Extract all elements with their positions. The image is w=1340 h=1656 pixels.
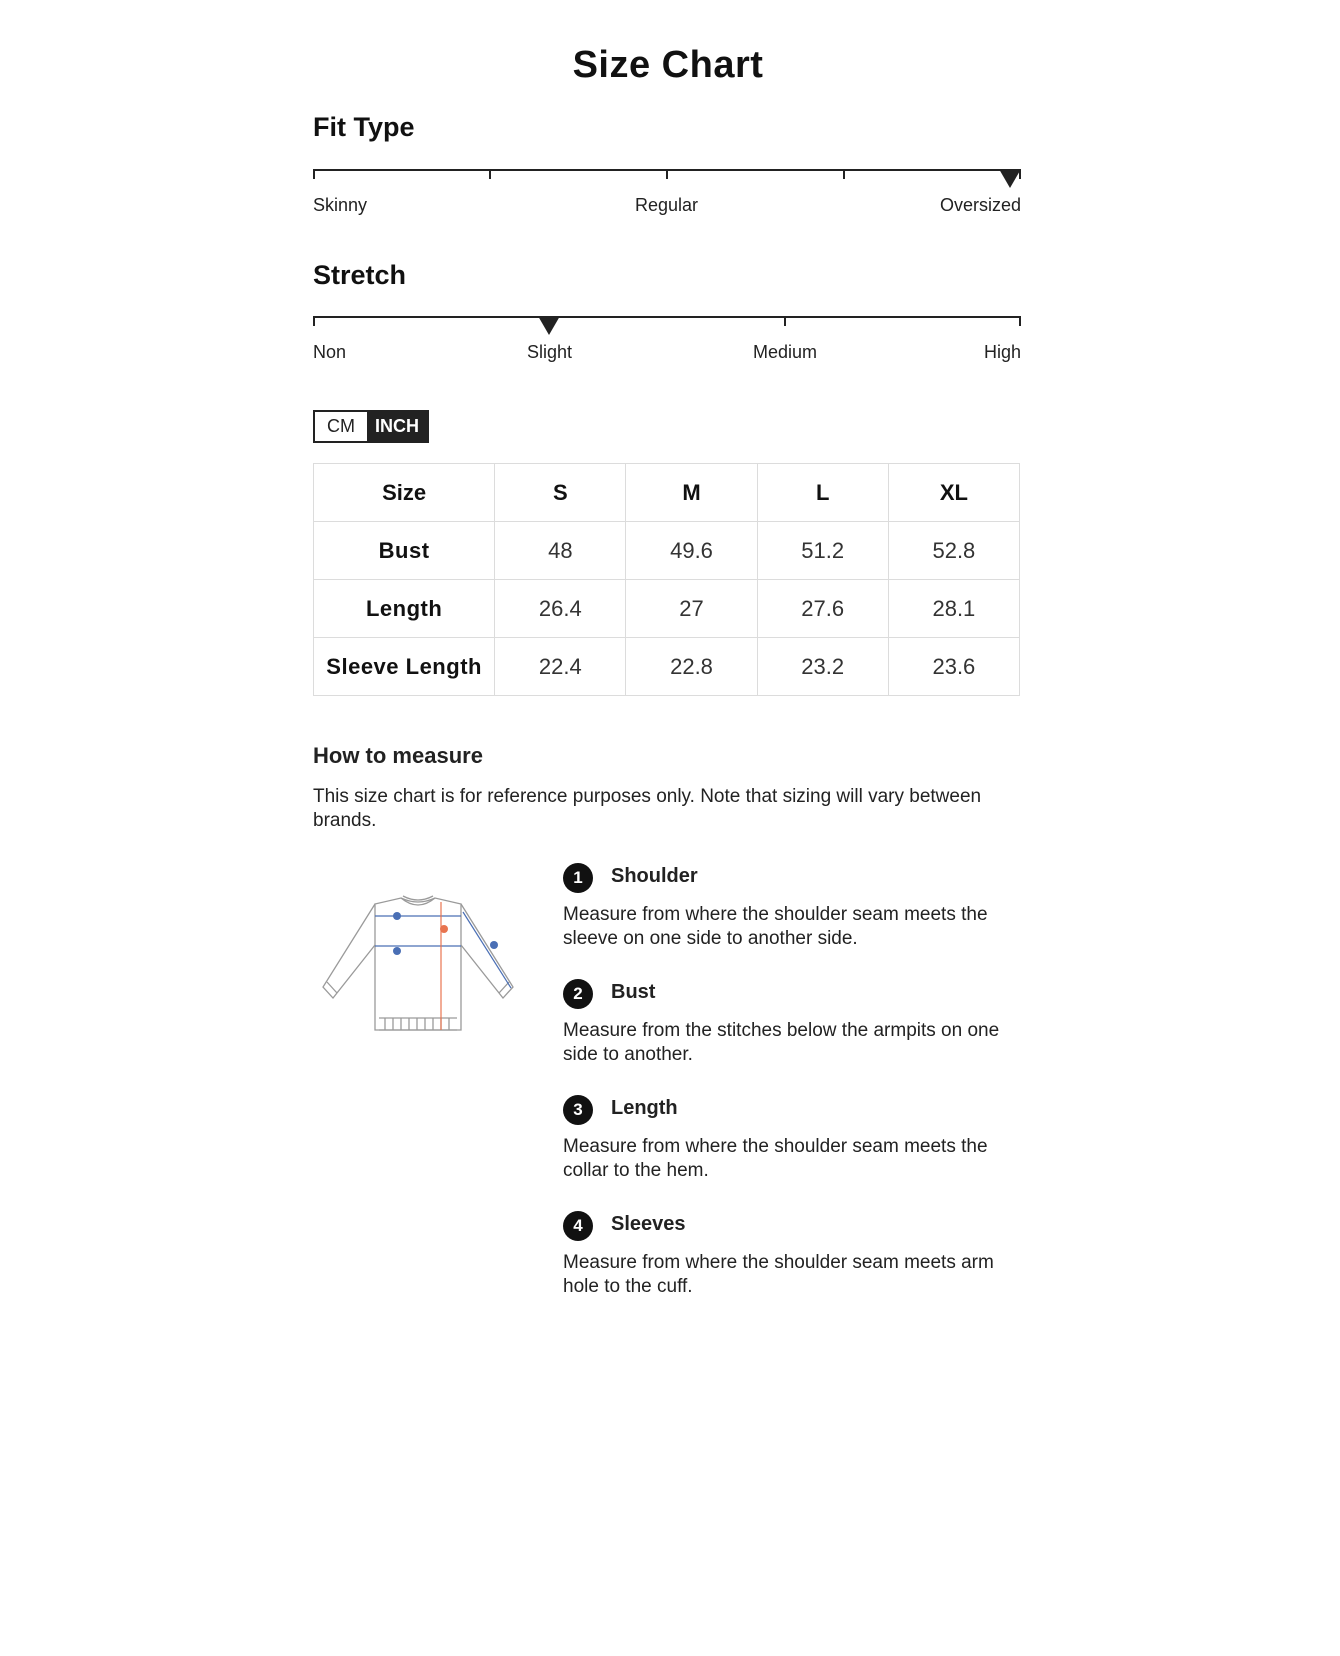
row-label: Sleeve Length [314,638,495,696]
step-name: Sleeves [611,1213,686,1235]
step-number-icon: 2 [563,979,593,1009]
stretch-title: Stretch [313,260,407,290]
table-header-row [314,464,1020,522]
step-number-icon: 1 [563,863,593,893]
fit-type-tick [489,169,491,179]
table-cell: 22.4 [495,638,626,696]
sweater-diagram-icon [313,890,523,1040]
table-cell: 23.2 [757,638,888,696]
stretch-scale [313,316,1023,386]
table-row [314,580,1020,638]
step-name: Bust [611,981,656,1003]
step-number-icon: 3 [563,1095,593,1125]
table-cell: 52.8 [888,522,1019,580]
table-cell: 27 [626,580,757,638]
fit-type-marker-icon [999,169,1021,188]
table-cell: 28.1 [888,580,1019,638]
step-description: Measure from the stitches below the armpits on one side to another. [563,1020,1000,1065]
table-cell: 49.6 [626,522,757,580]
row-label: Length [314,580,495,638]
fit-type-scale [313,169,1023,239]
table-row [314,638,1020,696]
stretch-tick [1019,316,1021,326]
stretch-line [313,316,1021,318]
fit-type-title: Fit Type [313,112,415,142]
page-title: Size Chart [572,44,764,86]
unit-cm-button[interactable]: CM [315,412,367,441]
fit-type-tick [313,169,315,179]
fit-type-tick [666,169,668,179]
table-header: S [495,464,626,522]
stretch-tick [313,316,315,326]
step-description: Measure from where the shoulder seam meets the collar to the hem. [563,1136,988,1181]
table-row [314,522,1020,580]
stretch-label-high: High [983,342,1021,362]
table-cell: 48 [495,522,626,580]
table-header: L [757,464,888,522]
fit-type-label-skinny: Skinny [313,195,368,215]
size-table [313,463,1020,696]
step-description: Measure from where the shoulder seam meets arm hole to the cuff. [563,1252,994,1297]
stretch-label-medium: Medium [753,342,818,362]
table-cell: 27.6 [757,580,888,638]
stretch-label-slight: Slight [527,342,573,362]
table-header: Size [314,464,495,522]
unit-inch-button[interactable]: INCH [367,412,427,441]
fit-type-tick [843,169,845,179]
table-cell: 51.2 [757,522,888,580]
table-header: XL [888,464,1019,522]
fit-type-label-oversized: Oversized [939,195,1021,215]
step-number-icon: 4 [563,1211,593,1241]
how-to-measure-title: How to measure [313,743,483,768]
reference-note: This size chart is for reference purposes only. Note that sizing will vary between brands. [313,786,982,831]
stretch-marker-icon [538,316,560,335]
unit-toggle [313,410,429,443]
table-header: M [626,464,757,522]
step-description: Measure from where the shoulder seam meets the sleeve on one side to another side. [563,904,988,949]
table-cell: 23.6 [888,638,1019,696]
row-label: Bust [314,522,495,580]
step-name: Length [611,1097,678,1119]
step-name: Shoulder [611,865,698,887]
fit-type-label-regular: Regular [635,195,699,215]
table-cell: 22.8 [626,638,757,696]
table-cell: 26.4 [495,580,626,638]
stretch-tick [784,316,786,326]
stretch-label-non: Non [313,342,347,362]
